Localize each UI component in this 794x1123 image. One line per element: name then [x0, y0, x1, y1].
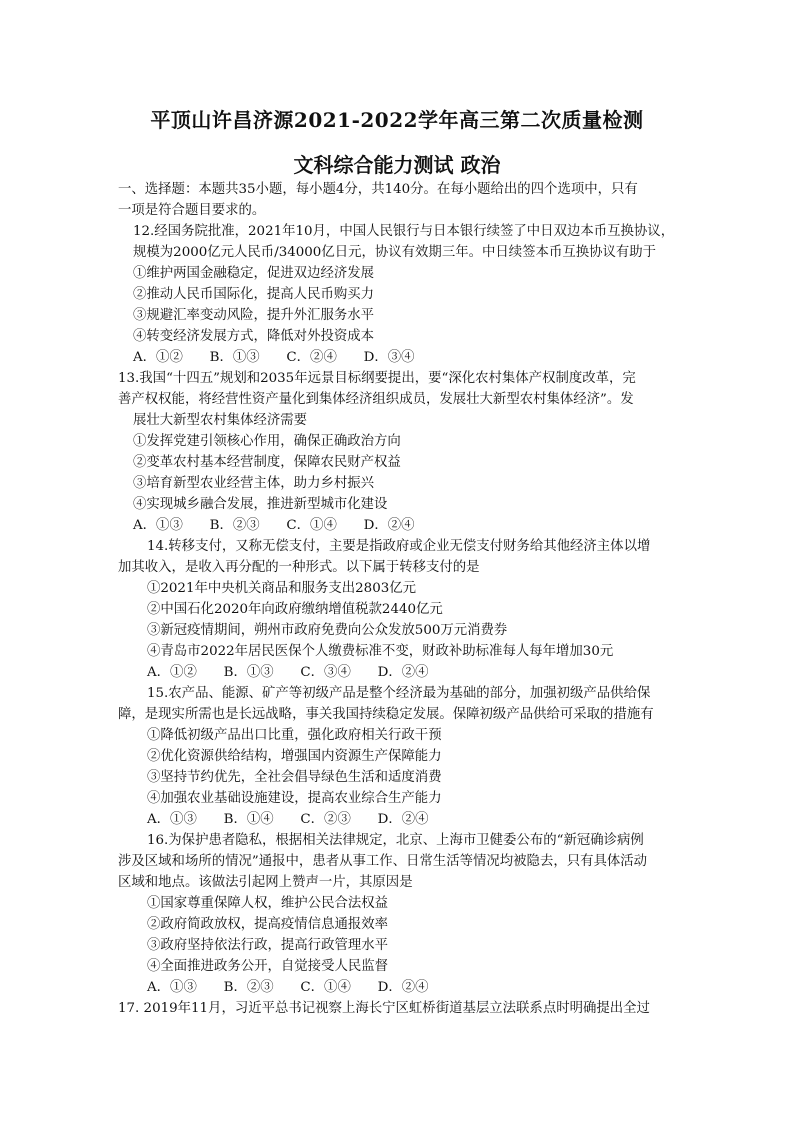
question-15-stem-line: 15.农产品、能源、矿产等初级产品是整个经济最为基础的部分，加强初级产品供给保	[147, 686, 651, 701]
question-13-stem-line: 善产权权能，将经营性资产量化到集体经济组织成员，发展壮大新型农村集体经济”。发	[118, 392, 634, 407]
question-15-option: ①降低初级产品出口比重，强化政府相关行政干预	[147, 728, 442, 743]
question-12-option: ①维护两国金融稳定，促进双边经济发展	[133, 266, 375, 281]
question-15-option: ④加强农业基础设施建设，提高农业综合生产能力	[147, 791, 442, 806]
question-14-option: ④青岛市2022年居民医保个人缴费标准不变，财政补助标准每人每年增加30元	[147, 644, 614, 659]
section-instruction-line: 一项是符合题目要求的。	[118, 203, 266, 218]
question-16-answers: A．①③ B．②③ C．①④ D．②④	[147, 980, 429, 995]
question-16-option: ③政府坚持依法行政，提高行政管理水平	[147, 938, 389, 953]
question-13-option: ②变革农村基本经营制度，保障农民财产权益	[133, 455, 401, 470]
exam-subtitle: 文科综合能力测试 政治	[293, 153, 501, 177]
question-13-stem-line: 展壮大新型农村集体经济需要	[133, 413, 308, 428]
question-13-option: ④实现城乡融合发展，推进新型城市化建设	[133, 497, 388, 512]
question-14-option: ①2021年中央机关商品和服务支出2803亿元	[147, 581, 417, 596]
question-16-option: ②政府简政放权，提高疫情信息通报效率	[147, 917, 389, 932]
question-12-stem-line: 12.经国务院批准，2021年10月，中国人民银行与日本银行续签了中日双边本币互换协议，	[133, 224, 675, 239]
question-12-option: ②推动人民币国际化，提高人民币购买力	[133, 287, 375, 302]
question-16-stem-line: 区域和地点。该做法引起网上赞声一片，其原因是	[118, 875, 413, 890]
question-15-stem-line: 障，是现实所需也是长远战略，事关我国持续稳定发展。保障初级产品供给可采取的措施有	[118, 707, 654, 722]
question-13-option: ③培育新型农业经营主体，助力乡村振兴	[133, 476, 375, 491]
question-13-answers: A．①③ B．②③ C．①④ D．②④	[133, 518, 415, 533]
question-12-stem-line: 规模为2000亿元人民币/34000亿日元，协议有效期三年。中日续签本币互换协议有助于	[133, 245, 657, 260]
question-14-option: ②中国石化2020年向政府缴纳增值税款2440亿元	[147, 602, 443, 617]
question-13-stem-line: 13.我国“十四五”规划和2035年远景目标纲要提出，要“深化农村集体产权制度改革，完	[118, 371, 636, 386]
question-12-option: ④转变经济发展方式，降低对外投资成本	[133, 329, 375, 344]
question-16-option: ④全面推进政务公开，自觉接受人民监督	[147, 959, 389, 974]
question-16-option: ①国家尊重保障人权，维护公民合法权益	[147, 896, 389, 911]
question-16-stem-line: 16.为保护患者隐私，根据相关法律规定，北京、上海市卫健委公布的“新冠确诊病例	[147, 833, 644, 848]
section-instruction-line: 一、选择题：本题共35小题，每小题4分，共140分。在每小题给出的四个选项中，只有	[118, 182, 638, 197]
question-15-option: ③坚持节约优先，全社会倡导绿色生活和适度消费	[147, 770, 442, 785]
question-15-option: ②优化资源供给结构，增强国内资源生产保障能力	[147, 749, 442, 764]
question-13-option: ①发挥党建引领核心作用，确保正确政治方向	[133, 434, 401, 449]
question-15-answers: A．①③ B．①④ C．②③ D．②④	[147, 812, 429, 827]
question-14-stem-line: 14.转移支付，又称无偿支付，主要是指政府或企业无偿支付财务给其他经济主体以增	[147, 539, 651, 554]
question-12-answers: A．①② B．①③ C．②④ D．③④	[133, 350, 415, 365]
question-14-stem-line: 加其收入，是收入再分配的一种形式。以下属于转移支付的是	[118, 560, 480, 575]
question-14-answers: A．①② B．①③ C．③④ D．②④	[147, 665, 429, 680]
question-12-option: ③规避汇率变动风险，提升外汇服务水平	[133, 308, 375, 323]
exam-title: 平顶山许昌济源2021-2022学年高三第二次质量检测	[150, 108, 644, 132]
question-14-option: ③新冠疫情期间，朔州市政府免费向公众发放500万元消费券	[147, 623, 508, 638]
question-17-stem-line: 17. 2019年11月，习近平总书记视察上海长宁区虹桥街道基层立法联系点时明确提出全过	[118, 1001, 650, 1016]
question-16-stem-line: 涉及区域和场所的情况”通报中，患者从事工作、日常生活等情况均被隐去，只有具体活动	[118, 854, 648, 869]
